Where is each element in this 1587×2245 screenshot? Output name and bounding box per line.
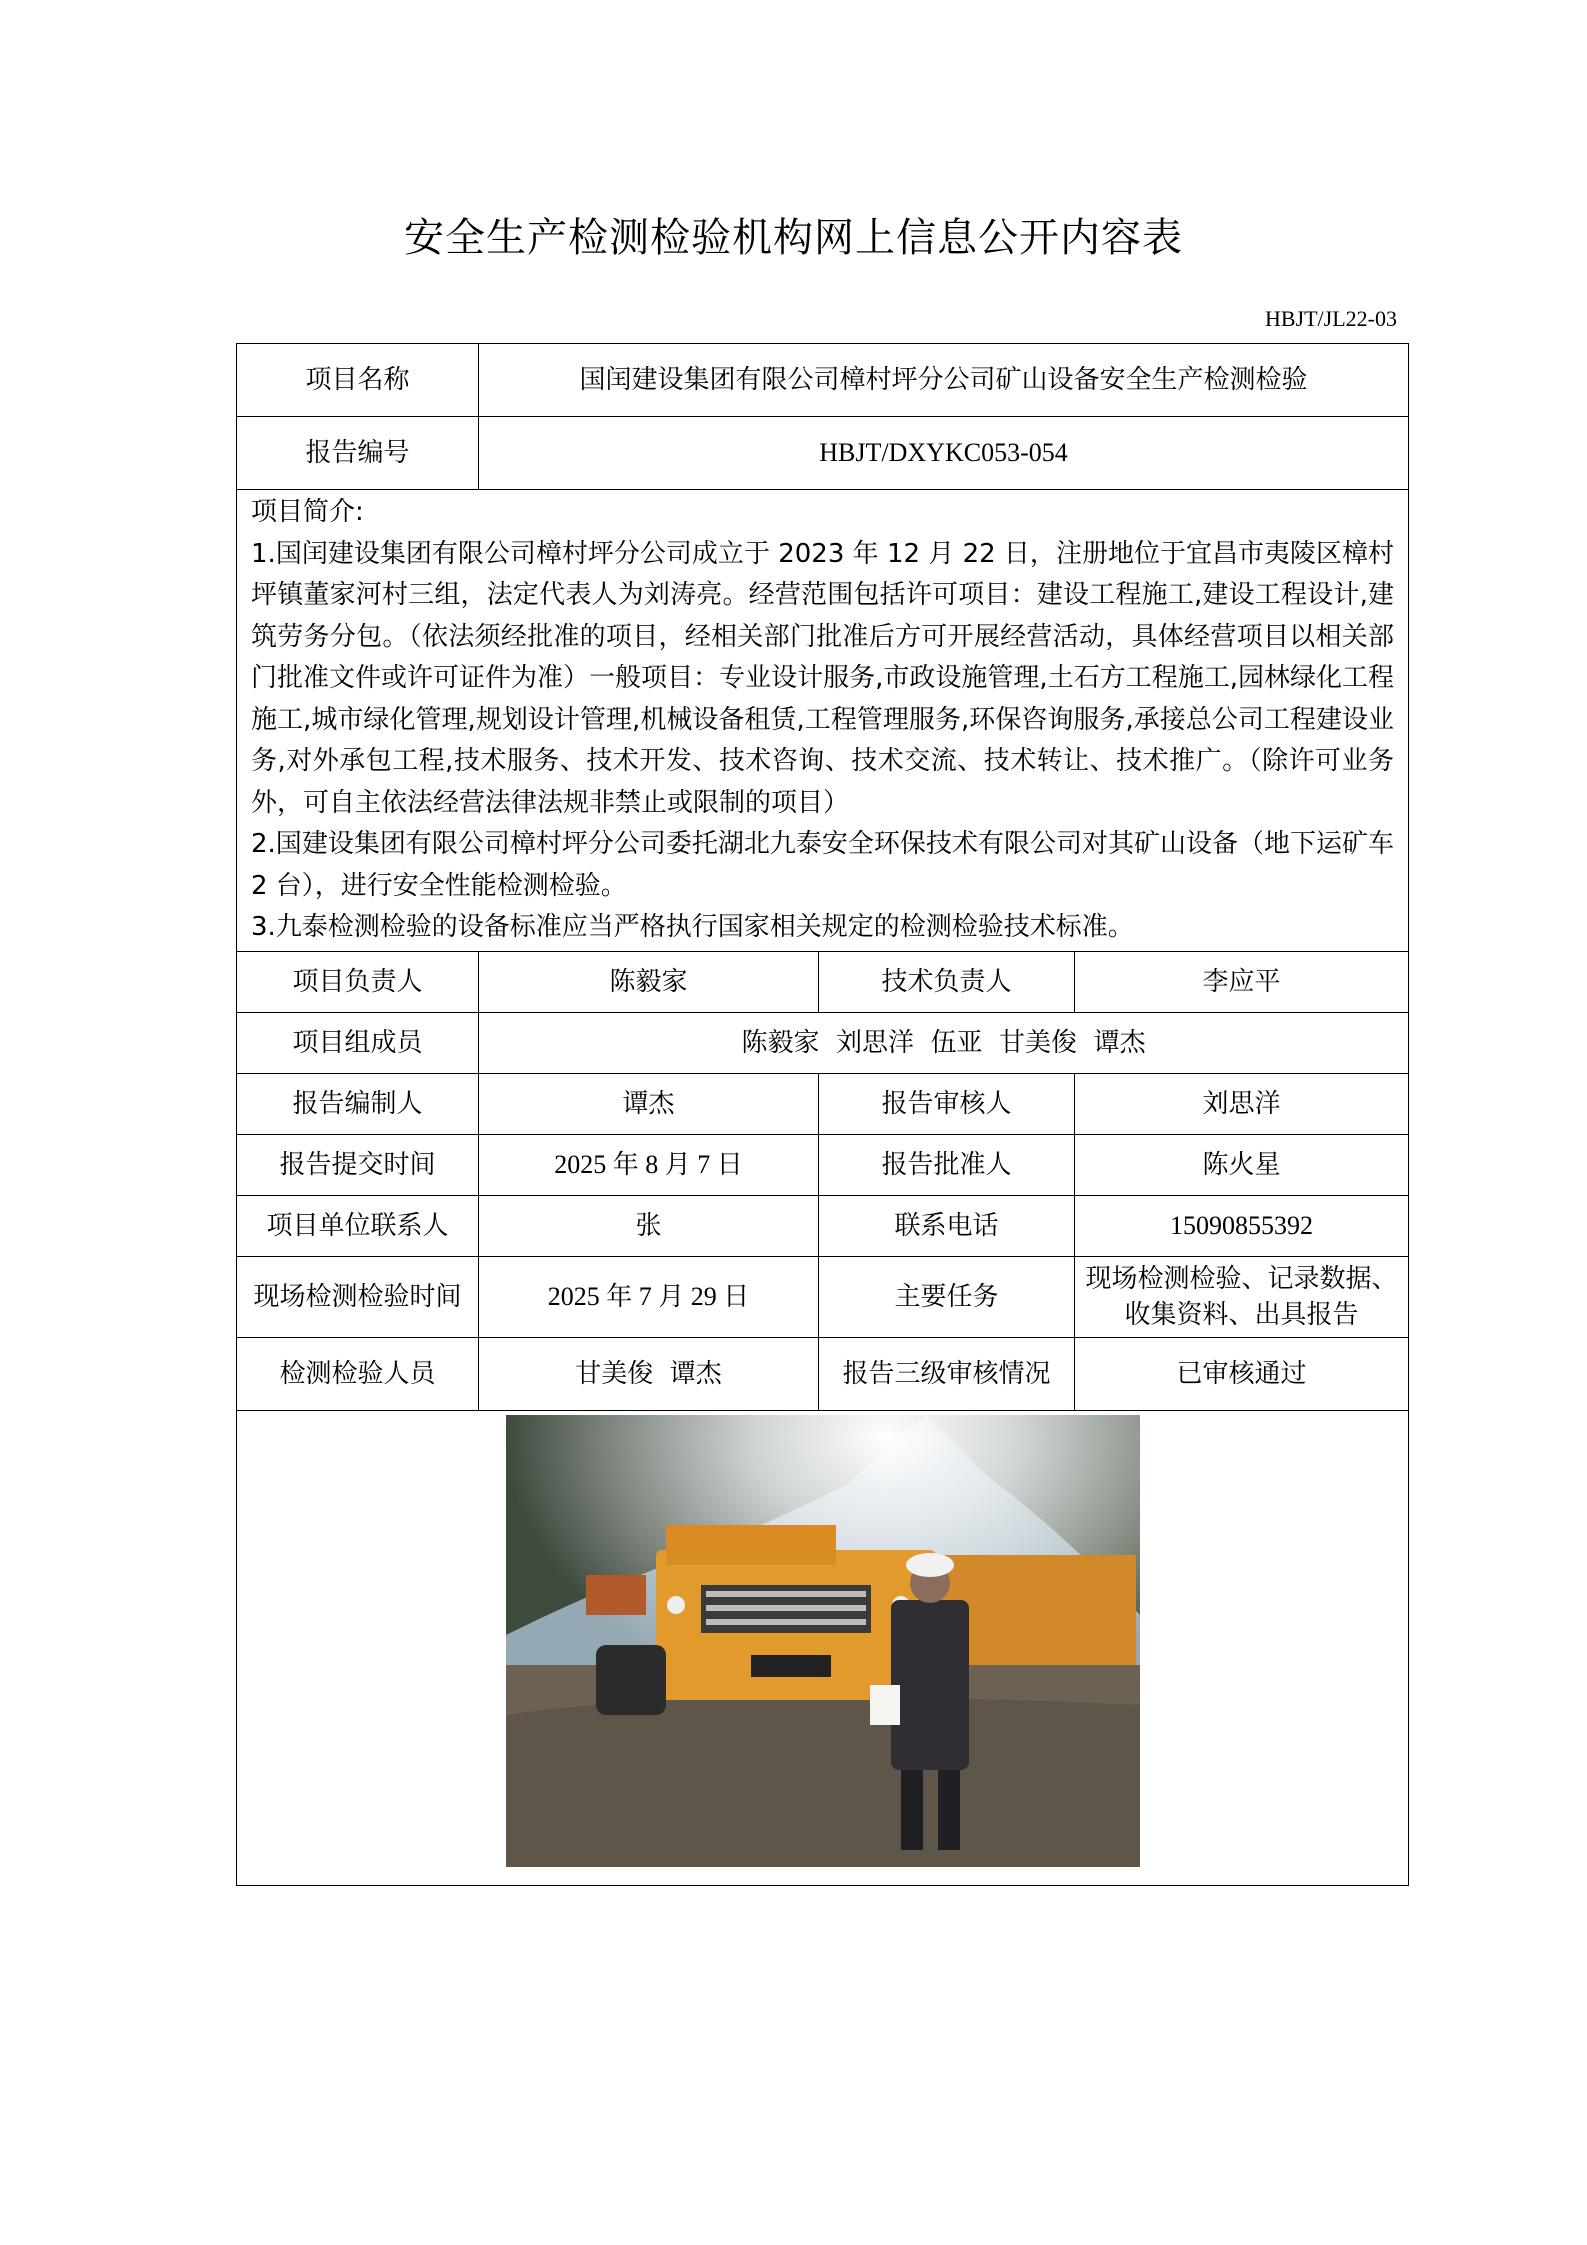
intro-paragraph-3: 3.九泰检测检验的设备标准应当严格执行国家相关规定的检测检验技术标准。	[251, 912, 1134, 942]
inspectors-label: 检测检验人员	[237, 1337, 479, 1410]
submit-time-label: 报告提交时间	[237, 1134, 479, 1195]
phone-value: 15090855392	[1075, 1195, 1409, 1256]
site-photo-illustration	[506, 1415, 1140, 1867]
report-reviewer-label: 报告审核人	[819, 1073, 1075, 1134]
project-leader-label: 项目负责人	[237, 951, 479, 1012]
document-code: HBJT/JL22-03	[1265, 306, 1397, 331]
members-label: 项目组成员	[237, 1012, 479, 1073]
row-intro	[237, 490, 1409, 952]
intro-paragraph-2: 2.国建设集团有限公司樟村坪分公司委托湖北九泰安全环保技术有限公司对其矿山设备（地下运矿车 2 台），进行安全性能检测检验。	[251, 829, 1395, 901]
row-photo	[237, 1410, 1409, 1885]
project-leader-value: 陈毅家	[479, 951, 819, 1012]
project-intro	[237, 490, 1409, 952]
row-contact	[237, 1195, 1409, 1256]
review-status-label: 报告三级审核情况	[819, 1337, 1075, 1410]
inspectors-value: 甘美俊 谭杰	[479, 1337, 819, 1410]
row-members	[237, 1012, 1409, 1073]
main-task-value: 现场检测检验、记录数据、收集资料、出具报告	[1075, 1256, 1409, 1337]
project-name-label: 项目名称	[237, 344, 479, 417]
row-submit	[237, 1134, 1409, 1195]
info-table	[236, 343, 1409, 1886]
tech-leader-value: 李应平	[1075, 951, 1409, 1012]
row-leaders	[237, 951, 1409, 1012]
intro-paragraph-1: 1.国闰建设集团有限公司樟村坪分公司成立于 2023 年 12 月 22 日，注册地位于宜昌市夷陵区樟村坪镇董家河村三组，法定代表人为刘涛亮。经营范围包括许可项目：建设工程施工,建设工程设计,建筑劳务分包。（依法须经批准的项目，经相关部门批准后方可开展经营活动，具体经营项目以相关部门批准文件或许可证件为准）一般项目：专业设计服务,市政设施管理,土石方工程施工,园林绿化工程施工,城市绿化管理,规划设计管理,机械设备租赁,工程管理服务,环保咨询服务,承接总公司工程建设业务,对外承包工程,技术服务、技术开发、技术咨询、技术交流、技术转让、技术推广。（除许可业务外，可自主依法经营法律法规非禁止或限制的项目）	[251, 538, 1395, 818]
main-task-label: 主要任务	[819, 1256, 1075, 1337]
photo-cell	[237, 1410, 1409, 1885]
site-photo	[506, 1415, 1140, 1867]
report-reviewer-value: 刘思洋	[1075, 1073, 1409, 1134]
submit-time-value: 2025 年 8 月 7 日	[479, 1134, 819, 1195]
inspection-time-label: 现场检测检验时间	[237, 1256, 479, 1337]
row-report-no	[237, 417, 1409, 490]
row-project-name	[237, 344, 1409, 417]
phone-label: 联系电话	[819, 1195, 1075, 1256]
unit-contact-label: 项目单位联系人	[237, 1195, 479, 1256]
report-no-label: 报告编号	[237, 417, 479, 490]
unit-contact-value: 张	[479, 1195, 819, 1256]
members-value: 陈毅家 刘思洋 伍亚 甘美俊 谭杰	[479, 1012, 1409, 1073]
report-author-label: 报告编制人	[237, 1073, 479, 1134]
report-author-value: 谭杰	[479, 1073, 819, 1134]
inspection-time-value: 2025 年 7 月 29 日	[479, 1256, 819, 1337]
intro-heading: 项目简介:	[251, 497, 364, 527]
row-report-people	[237, 1073, 1409, 1134]
row-inspectors	[237, 1337, 1409, 1410]
approver-label: 报告批准人	[819, 1134, 1075, 1195]
project-name-value: 国闰建设集团有限公司樟村坪分公司矿山设备安全生产检测检验	[479, 344, 1409, 417]
row-inspection	[237, 1256, 1409, 1337]
tech-leader-label: 技术负责人	[819, 951, 1075, 1012]
approver-value: 陈火星	[1075, 1134, 1409, 1195]
review-status-value: 已审核通过	[1075, 1337, 1409, 1410]
document-title: 安全生产检测检验机构网上信息公开内容表	[404, 215, 1183, 261]
report-no-value: HBJT/DXYKC053-054	[479, 417, 1409, 490]
